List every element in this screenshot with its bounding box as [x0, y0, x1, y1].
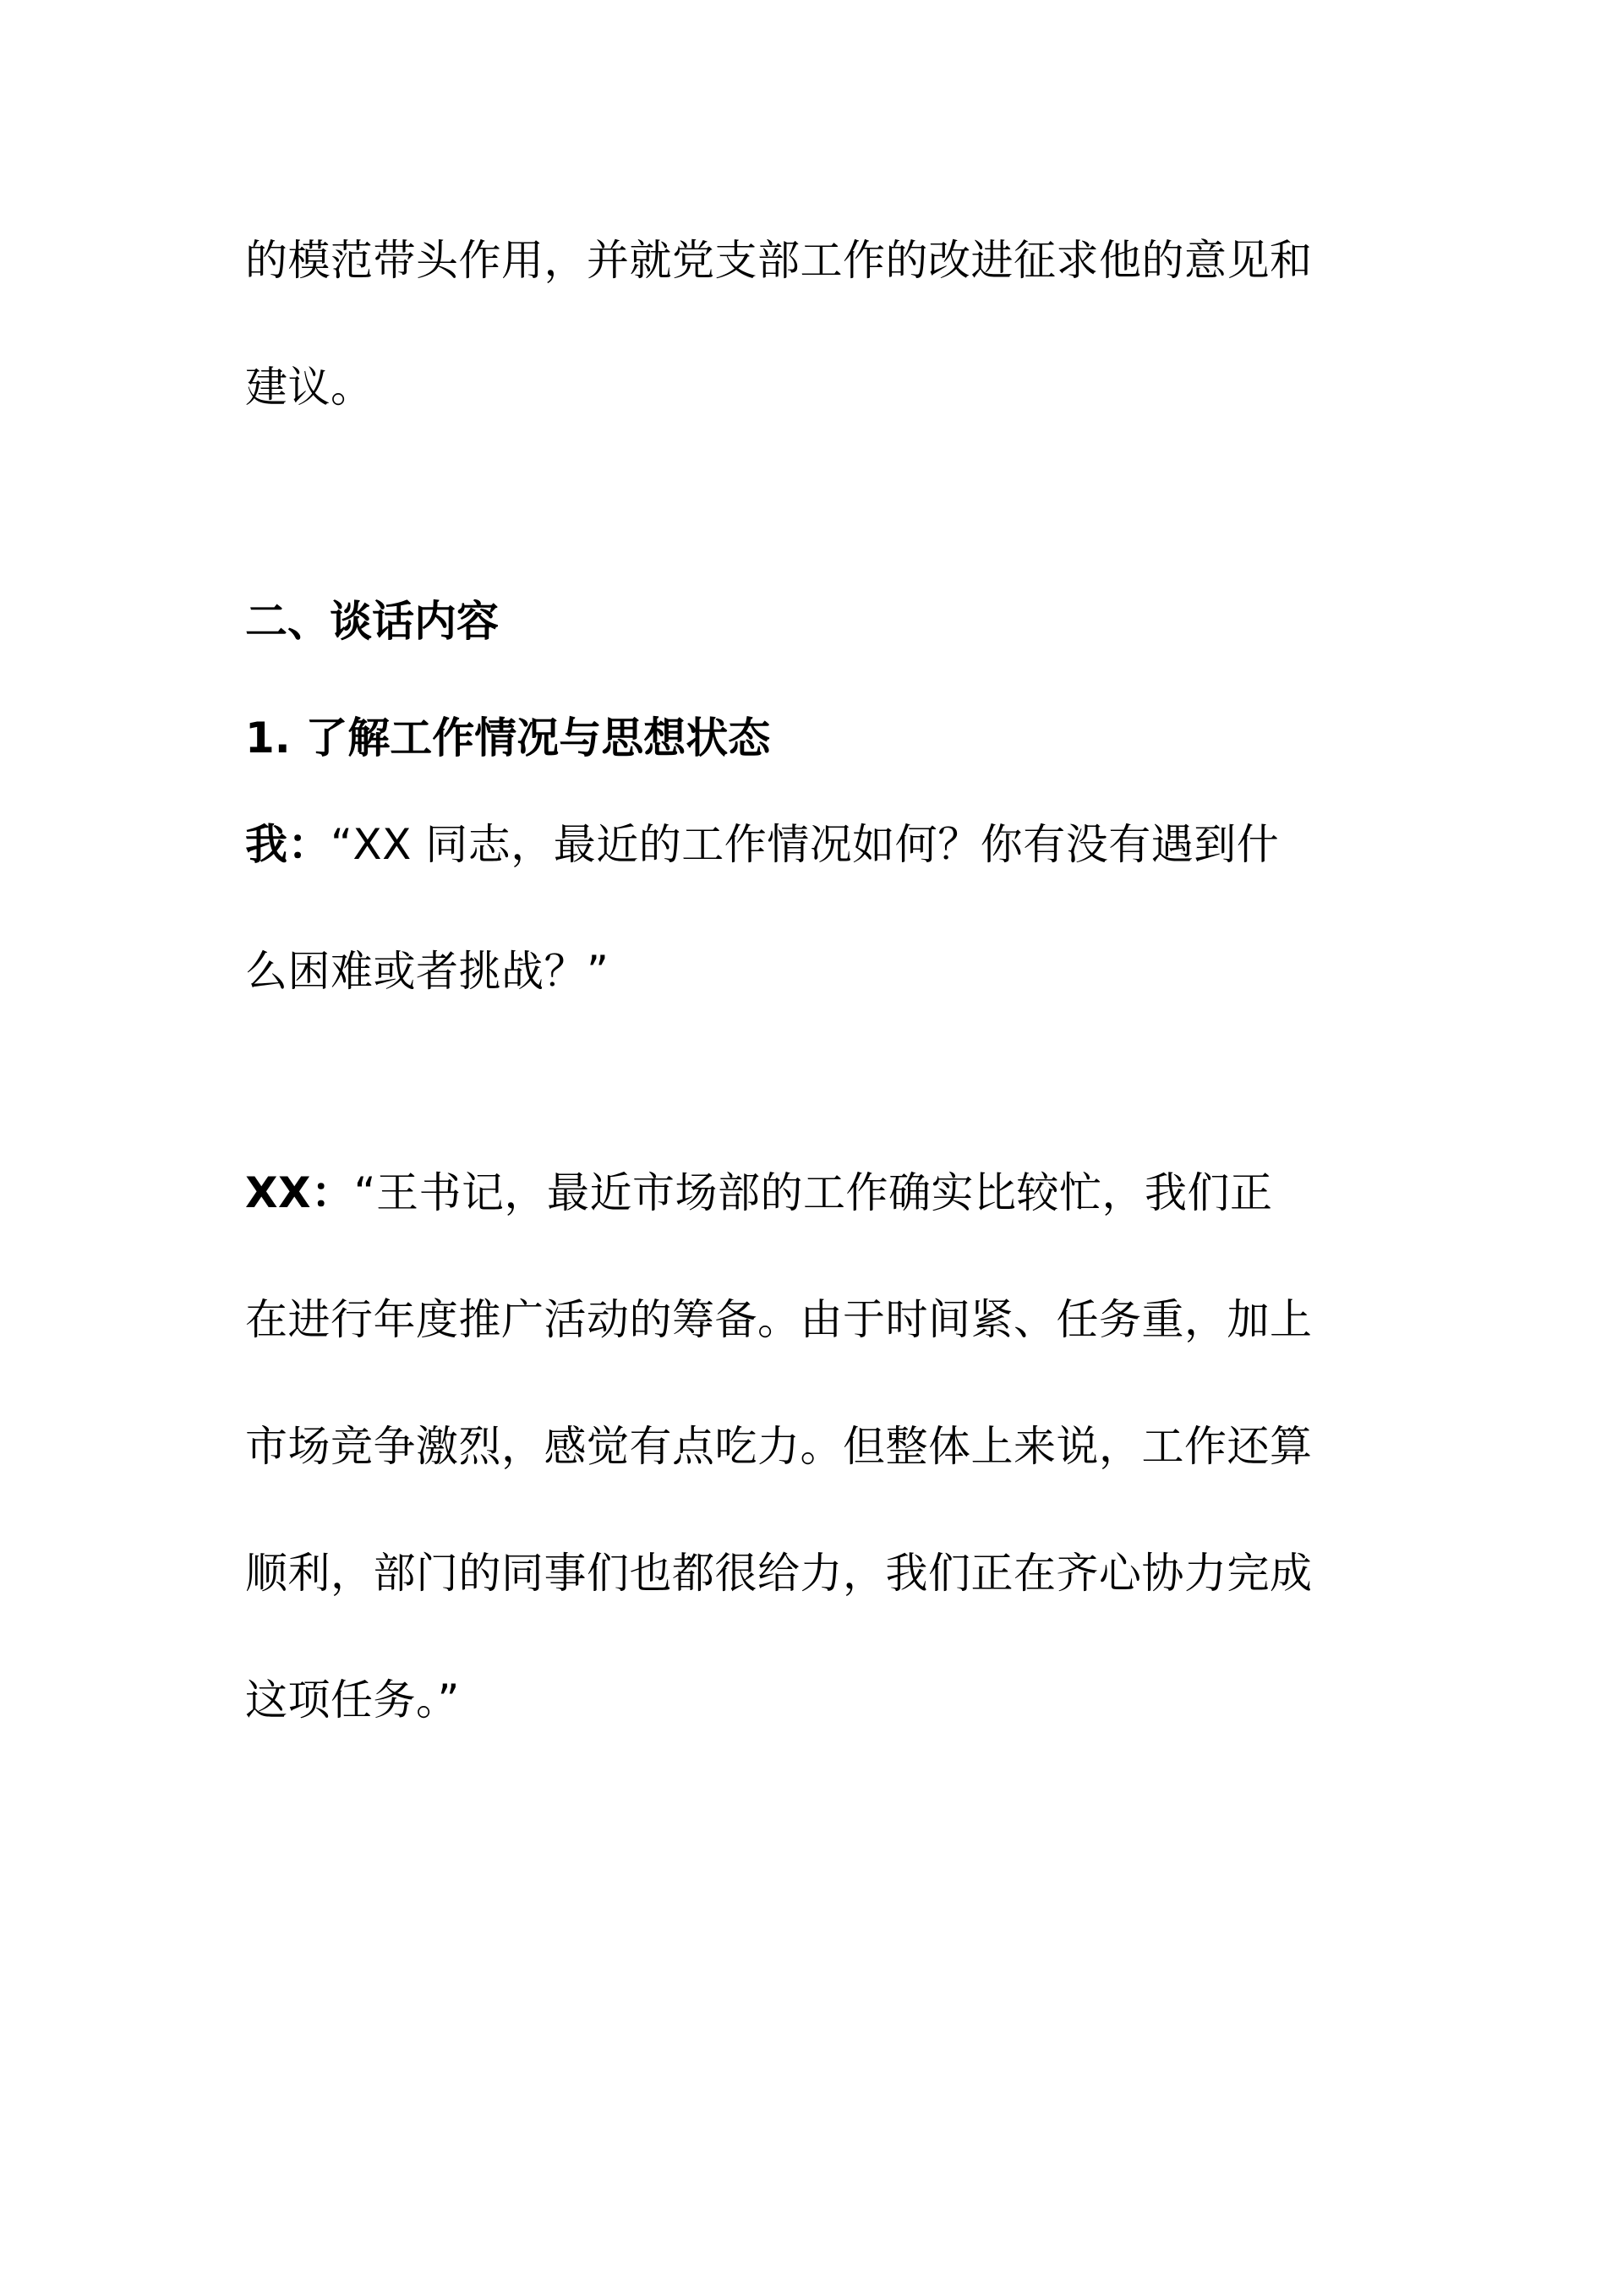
text-line: 的模范带头作用，并就党支部工作的改进征求他的意见和	[245, 236, 1313, 285]
text-line: 市场竞争激烈，感觉有点吃力。但整体上来说，工作还算	[245, 1422, 1313, 1471]
speaker-label: 我：	[245, 820, 331, 869]
dialogue-entry-me	[245, 781, 1382, 1035]
speaker-label: XX：	[245, 1168, 354, 1217]
text-line: 么困难或者挑战？”	[245, 947, 609, 996]
dialogue-entry-xx	[245, 1129, 1382, 1763]
text-line: 顺利，部门的同事们也都很给力，我们正在齐心协力完成	[245, 1549, 1313, 1598]
text-line: 这项任务。”	[245, 1676, 460, 1725]
text-line: 在进行年度推广活动的筹备。由于时间紧、任务重，加上	[245, 1295, 1313, 1344]
dialogue-text: “王书记，最近市场部的工作确实比较忙，我们正	[353, 1168, 1273, 1217]
section-heading: 二、谈话内容	[245, 597, 499, 646]
text-line: 建议。	[245, 363, 374, 412]
text-line	[245, 781, 1382, 908]
intro-paragraph	[245, 197, 1382, 451]
text-line	[245, 1129, 1382, 1256]
dialogue-text: “XX 同志，最近的工作情况如何？你有没有遇到什	[331, 820, 1280, 869]
subsection-heading: 1. 了解工作情况与思想状态	[245, 713, 771, 763]
